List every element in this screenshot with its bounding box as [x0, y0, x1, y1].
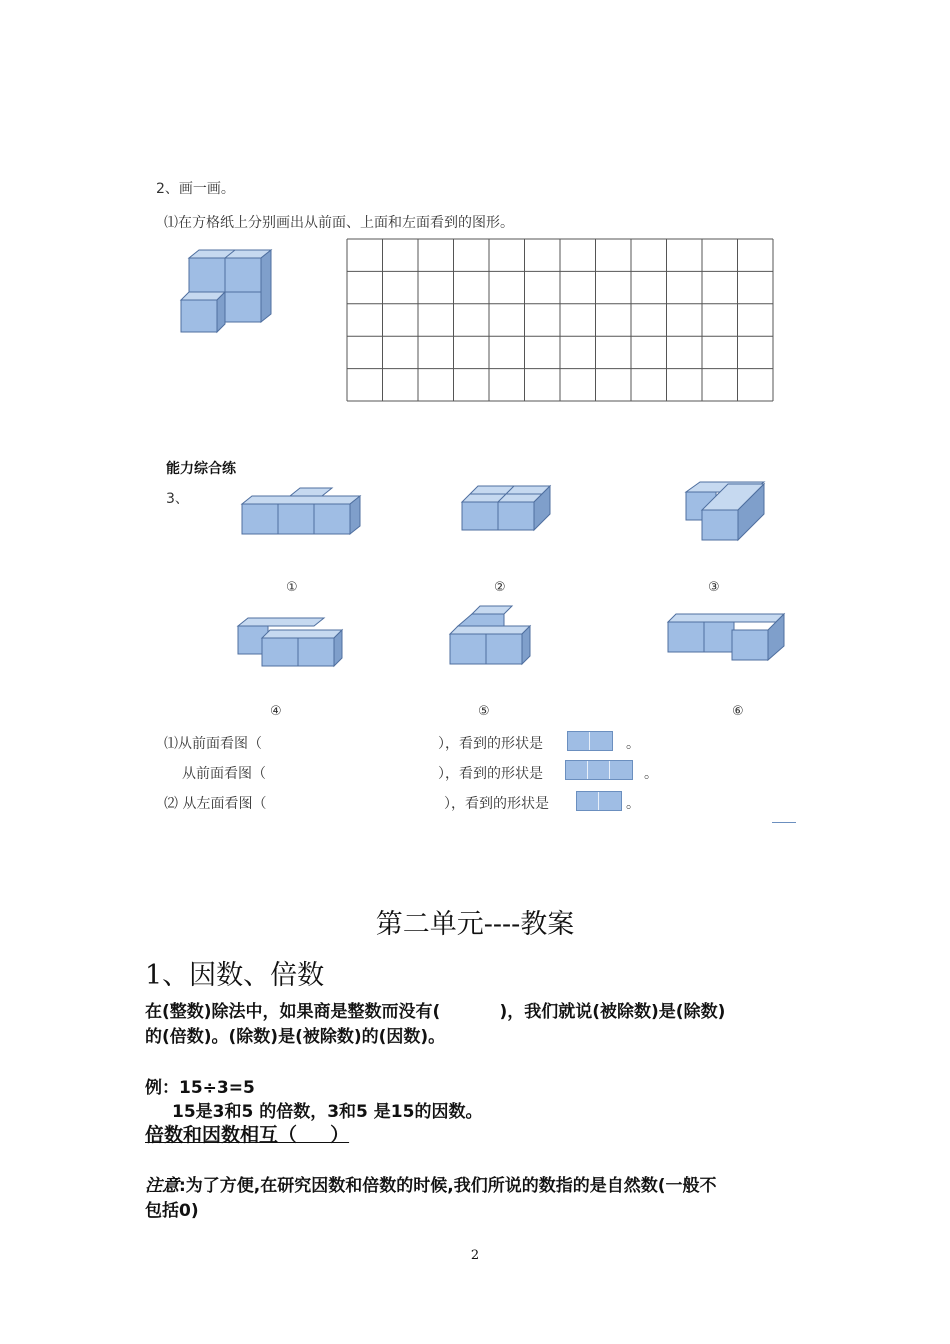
figure-label-4: ④	[270, 704, 282, 719]
section3-number: 3、	[166, 491, 189, 507]
section3-heading: 能力综合练	[166, 461, 236, 477]
figure-label-3: ③	[708, 580, 720, 595]
definition-line-2: 的(倍数)。(除数)是(被除数)的(因数)。	[145, 1027, 446, 1047]
cube-figure-6	[664, 606, 790, 666]
question-1-middle: ），看到的形状是	[438, 736, 543, 752]
question-2-middle: ），看到的形状是	[438, 766, 543, 782]
lesson-title: 1、因数、倍数	[145, 960, 325, 991]
cube-figure-3	[682, 480, 770, 544]
section2-heading: 2、画一画。	[156, 181, 235, 197]
note-label: 注意	[145, 1176, 179, 1196]
cube-figure-1	[238, 484, 364, 540]
figure-label-6: ⑥	[732, 704, 744, 719]
section2-instruction: ⑴在方格纸上分别画出从前面、上面和左面看到的图形。	[164, 215, 514, 231]
answer-shape-2-squares	[567, 731, 613, 751]
note-line-1	[145, 1171, 716, 1196]
divider-mark	[772, 822, 796, 823]
cube-figure-4	[234, 612, 346, 670]
question-3-middle: ），看到的形状是	[444, 796, 549, 812]
figure-label-5: ⑤	[478, 704, 490, 719]
figure-label-1: ①	[286, 580, 298, 595]
mutual-statement: 倍数和因数相互（ ）	[145, 1124, 350, 1146]
unit-title: 第二单元----教案	[375, 909, 575, 940]
note-text-1: :为了方便,在研究因数和倍数的时候,我们所说的数指的是自然数(一般不	[179, 1176, 717, 1196]
question-1-prefix: ⑴从前面看图（	[164, 736, 262, 752]
page-number: 2	[470, 1248, 480, 1263]
example-line: 15是3和5 的倍数，3和5 是15的因数。	[172, 1102, 483, 1122]
question-3-end: 。	[626, 796, 640, 812]
cube-figure-main	[175, 248, 275, 338]
note-line-2: 包括0)	[145, 1201, 199, 1221]
question-1-end: 。	[626, 736, 640, 752]
question-3-prefix: ⑵ 从左面看图（	[164, 796, 267, 812]
grid-paper	[346, 238, 774, 402]
answer-shape-2-squares-left	[576, 791, 622, 811]
answer-shape-3-squares	[565, 760, 633, 780]
definition-line-1: 在(整数)除法中，如果商是整数而没有( )，我们就说(被除数)是(除数)	[145, 1002, 726, 1022]
cube-figure-5	[446, 604, 534, 668]
example-label: 例：15÷3=5	[145, 1078, 255, 1098]
cube-figure-2	[458, 482, 554, 536]
question-2-end: 。	[644, 766, 658, 782]
figure-label-2: ②	[494, 580, 506, 595]
question-2-prefix: 从前面看图（	[182, 766, 266, 782]
